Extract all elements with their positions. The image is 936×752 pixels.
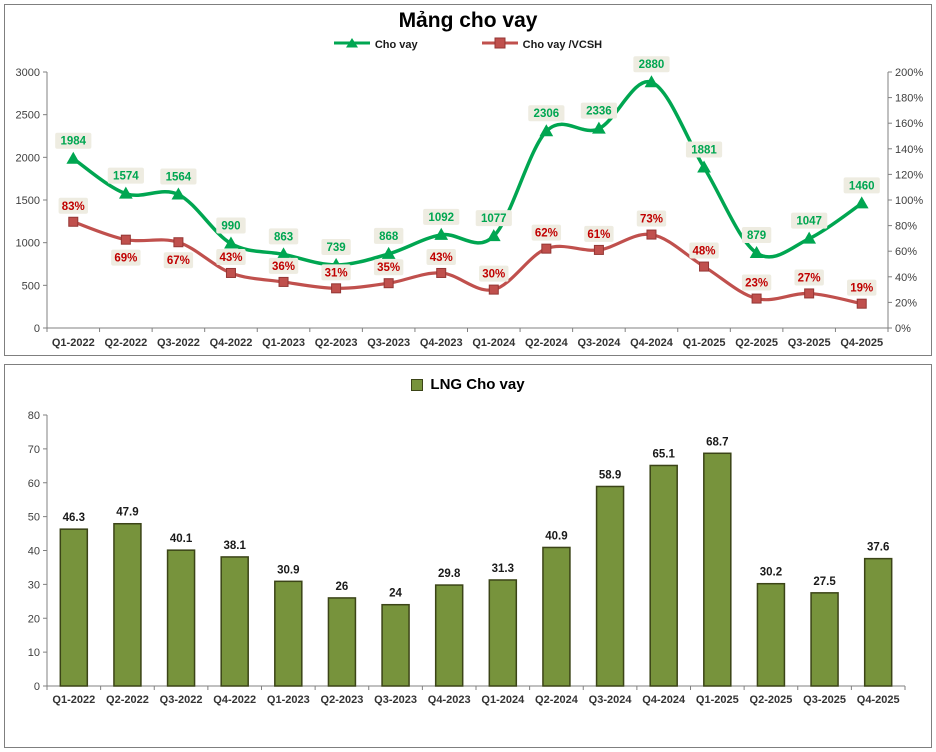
data-label: 62% (534, 227, 558, 240)
x-axis-label: Q1-2023 (262, 337, 305, 349)
square-marker (384, 279, 393, 288)
x-axis-label: Q4-2022 (213, 694, 257, 706)
data-label: 69% (114, 252, 138, 265)
x-axis-label: Q1-2024 (472, 337, 516, 349)
x-axis-label: Q4-2024 (642, 694, 686, 706)
data-label: 2306 (533, 108, 560, 121)
data-label: 61% (587, 228, 611, 241)
bar-value-label: 58.9 (598, 469, 622, 482)
y-axis-label: 140% (895, 143, 924, 156)
triangle-marker (67, 153, 79, 164)
y-axis-label: 50 (27, 511, 40, 524)
y-axis-label: 1500 (15, 195, 40, 207)
x-axis-label: Q4-2023 (419, 337, 463, 349)
data-label: 36% (272, 260, 296, 273)
x-axis-label: Q2-2025 (735, 337, 778, 349)
y-axis-label: 1000 (15, 237, 40, 250)
x-axis-label: Q1-2025 (695, 694, 739, 706)
x-axis-label: Q2-2025 (749, 694, 793, 706)
line-chart-canvas (5, 5, 931, 355)
x-axis-label: Q3-2024 (588, 694, 632, 706)
x-axis-label: Q1-2023 (266, 694, 310, 706)
bar (382, 605, 409, 686)
x-axis-label: Q3-2024 (577, 337, 621, 349)
square-marker (647, 230, 656, 239)
data-label: 73% (639, 213, 663, 226)
data-label: 863 (273, 231, 294, 244)
data-label: 879 (747, 229, 767, 242)
bar (60, 529, 87, 686)
y-axis-label: 2500 (15, 109, 40, 122)
bar-value-label: 65.1 (652, 448, 675, 461)
x-axis-label: Q2-2022 (106, 694, 149, 706)
x-axis-label: Q4-2025 (840, 337, 884, 349)
data-label: 31% (324, 267, 348, 280)
y-axis-label: 30 (27, 579, 40, 592)
data-label: 48% (692, 245, 716, 258)
lng-bar-chart-panel (4, 364, 932, 748)
x-axis-label: Q2-2024 (524, 337, 568, 349)
bar-value-label: 30.2 (759, 566, 783, 579)
y-axis-label: 60 (27, 477, 40, 490)
loan-line-chart-panel (4, 4, 932, 356)
data-label: 739 (326, 241, 346, 254)
square-marker (700, 262, 709, 271)
bar-chart-title: LNG Cho vay (430, 376, 525, 393)
data-label: 1092 (428, 211, 455, 224)
square-marker (857, 299, 866, 308)
line-chart-legend (5, 36, 931, 54)
bar-value-label: 30.9 (277, 564, 300, 577)
data-label: 30% (482, 268, 506, 281)
x-axis-label: Q3-2023 (367, 337, 411, 349)
data-label: 35% (377, 262, 401, 275)
x-axis-label: Q1-2025 (682, 337, 726, 349)
data-label: 2336 (586, 105, 612, 118)
square-marker (279, 277, 288, 286)
y-axis-label: 3000 (15, 67, 40, 79)
x-axis-label: Q3-2025 (803, 694, 846, 706)
data-label: 1460 (848, 180, 875, 193)
data-label: 990 (221, 220, 241, 233)
square-marker (332, 284, 341, 293)
bar-value-label: 68.7 (706, 436, 729, 449)
bar-value-label: 40.1 (169, 533, 193, 546)
triangle-marker (856, 197, 868, 208)
x-axis-label: Q1-2022 (52, 694, 96, 706)
data-label: 1881 (691, 144, 717, 157)
bar (221, 557, 248, 686)
bar-value-label: 47.9 (116, 506, 139, 519)
x-axis-label: Q3-2022 (157, 337, 200, 349)
data-label: 1047 (796, 215, 822, 228)
square-marker (226, 268, 235, 277)
y-axis-label: 40% (895, 271, 918, 284)
data-label: 23% (745, 277, 769, 290)
y-axis-label: 0 (33, 681, 40, 693)
data-label: 868 (379, 230, 399, 243)
y-axis-label: 200% (895, 67, 924, 79)
y-axis-label: 0 (33, 323, 40, 335)
y-axis-label: 2000 (15, 152, 40, 165)
data-label: 67% (166, 255, 190, 268)
y-axis-label: 20 (27, 613, 40, 626)
x-axis-label: Q4-2022 (209, 337, 253, 349)
bar-chart-canvas (5, 365, 931, 747)
bar (543, 547, 570, 686)
bar (168, 550, 195, 686)
bar (436, 585, 463, 686)
red-line-square-icon (482, 36, 518, 54)
bar-value-label: 26 (335, 580, 349, 593)
y-axis-label: 160% (895, 118, 924, 131)
x-axis-label: Q2-2024 (535, 694, 578, 706)
bar-value-label: 46.3 (62, 512, 86, 525)
square-marker (121, 235, 130, 244)
square-marker (174, 238, 183, 247)
x-axis-label: Q2-2023 (314, 337, 358, 349)
x-axis-label: Q1-2022 (51, 337, 95, 349)
green-line-triangle-icon (334, 36, 370, 54)
data-label: 1564 (165, 171, 192, 184)
bar (811, 593, 838, 686)
data-label: 1574 (113, 170, 139, 183)
bar-value-label: 27.5 (813, 575, 836, 588)
olive-bar-swatch-icon (411, 379, 423, 391)
bar-value-label: 40.9 (545, 530, 568, 543)
bar-value-label: 38.1 (223, 539, 246, 552)
square-marker (805, 289, 814, 298)
bar (328, 598, 355, 686)
data-label: 43% (219, 251, 243, 264)
y-axis-label: 180% (895, 92, 924, 105)
y-axis-label: 40 (27, 545, 40, 558)
x-axis-label: Q1-2024 (481, 694, 525, 706)
square-marker (594, 245, 603, 254)
square-marker (69, 217, 78, 226)
y-axis-label: 500 (21, 280, 40, 293)
x-axis-label: Q4-2024 (630, 337, 673, 349)
bar (650, 465, 677, 686)
data-label: 19% (850, 282, 874, 295)
bar (275, 581, 302, 686)
x-axis-label: Q4-2023 (427, 694, 471, 706)
square-marker (437, 268, 446, 277)
bar-value-label: 31.3 (491, 562, 515, 575)
data-label: 1077 (480, 213, 507, 226)
data-label: 1984 (60, 135, 87, 148)
legend-item-cho-vay-vcsh (482, 36, 602, 54)
square-marker (752, 294, 761, 303)
data-label: 83% (61, 200, 85, 213)
legend-item-cho-vay (334, 36, 418, 54)
bar-chart-legend (5, 376, 931, 393)
bar (489, 580, 516, 686)
bar (865, 559, 892, 686)
legend-label: Cho vay (374, 39, 418, 51)
y-axis-label: 120% (895, 169, 924, 182)
bar (114, 524, 141, 686)
bar (704, 453, 731, 686)
y-axis-label: 70 (27, 443, 40, 456)
bar-value-label: 24 (389, 587, 402, 600)
bar-value-label: 37.6 (866, 541, 890, 554)
y-axis-label: 80 (27, 410, 40, 422)
x-axis-label: Q3-2025 (787, 337, 831, 349)
y-axis-label: 10 (27, 647, 40, 660)
x-axis-label: Q3-2022 (159, 694, 203, 706)
legend-label: Cho vay /VCSH (522, 39, 603, 51)
bar (757, 584, 784, 686)
data-label: 43% (429, 251, 453, 264)
y-axis-label: 60% (895, 246, 918, 259)
y-axis-label: 0% (895, 323, 911, 335)
bar (597, 486, 624, 686)
x-axis-label: Q4-2025 (856, 694, 900, 706)
bar-value-label: 29.8 (437, 568, 461, 581)
line-chart-title: Mảng cho vay (398, 9, 538, 32)
y-axis-label: 80% (895, 220, 918, 233)
data-label: 27% (797, 272, 821, 285)
y-axis-label: 100% (895, 195, 924, 207)
square-marker (489, 285, 498, 294)
x-axis-label: Q2-2022 (104, 337, 148, 349)
x-axis-label: Q3-2023 (374, 694, 417, 706)
square-marker (542, 244, 551, 253)
y-axis-label: 20% (895, 297, 918, 310)
data-label: 2880 (638, 59, 665, 72)
x-axis-label: Q2-2023 (320, 694, 364, 706)
